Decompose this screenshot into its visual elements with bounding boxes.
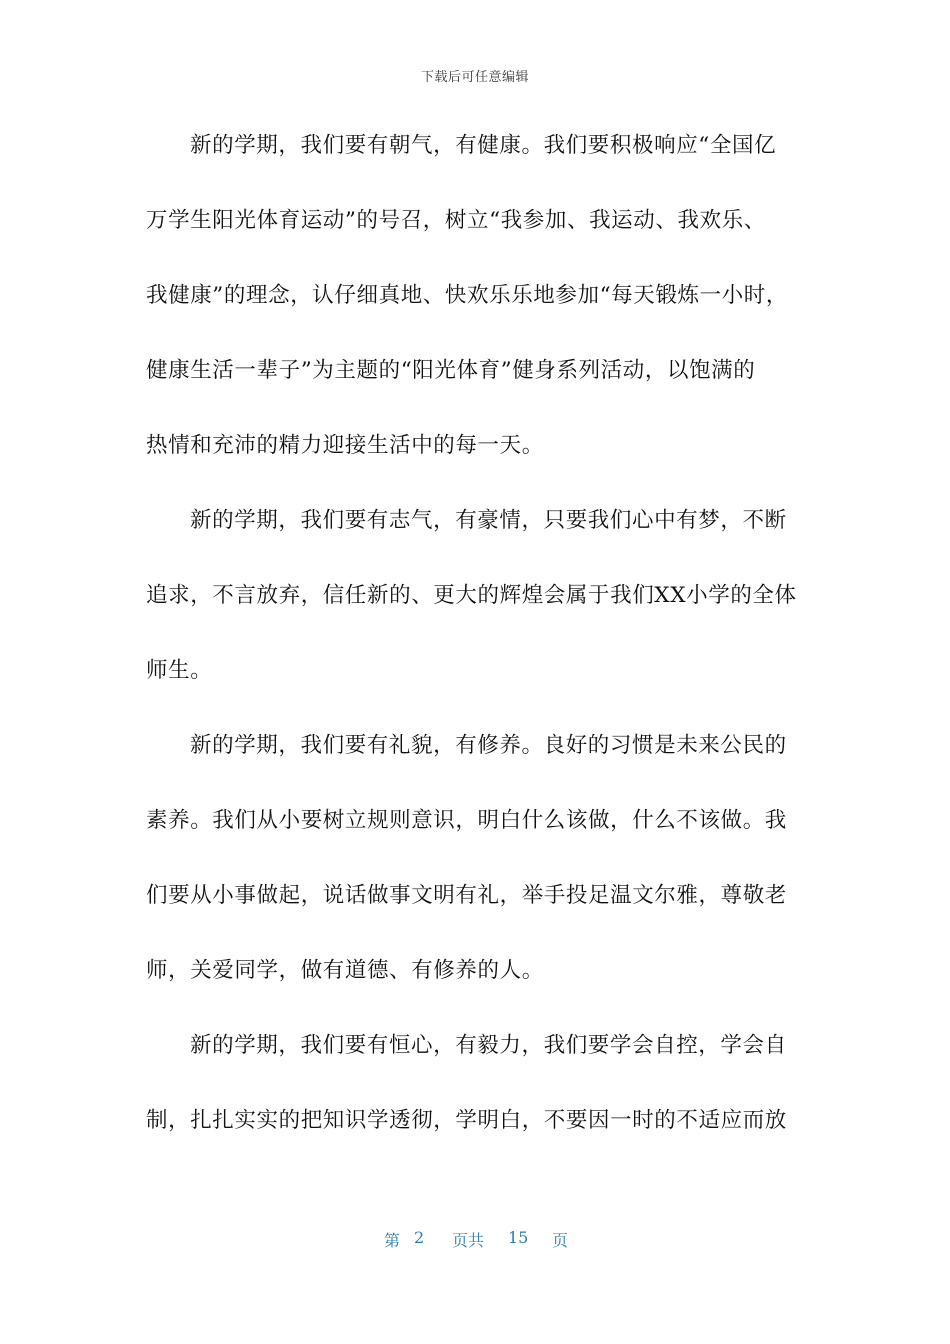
paragraph-2-line-1: 新的学期，我们要有志气，有豪情，只要我们心中有梦，不断	[190, 508, 787, 533]
paragraph-3-line-4: 师，关爱同学，做有道德、有修养的人。	[146, 958, 544, 983]
paragraph-3-line-1: 新的学期，我们要有礼貌，有修养。良好的习惯是未来公民的	[190, 733, 787, 758]
current-page-number: 2	[414, 1228, 425, 1247]
total-pages-number: 15	[508, 1228, 529, 1247]
paragraph-1-line-2: 万学生阳光体育运动”的号召，树立“我参加、我运动、我欢乐、	[146, 208, 766, 233]
page-label-suffix: 页	[552, 1231, 569, 1250]
paragraph-4-line-2: 制，扎扎实实的把知识学透彻，学明白，不要因一时的不适应而放	[146, 1108, 787, 1133]
page-label-middle: 页共	[452, 1231, 485, 1250]
paragraph-1-line-5: 热情和充沛的精力迎接生活中的每一天。	[146, 433, 544, 458]
paragraph-1-line-4: 健康生活一辈子”为主题的“阳光体育”健身系列活动，以饱满的	[146, 358, 756, 383]
paragraph-1-line-1: 新的学期，我们要有朝气，有健康。我们要积极响应“全国亿	[190, 133, 777, 158]
page-footer	[0, 1228, 950, 1252]
paragraph-2-line-2: 追求，不言放弃，信任新的、更大的辉煌会属于我们XX小学的全体	[146, 583, 797, 608]
paragraph-2-line-3: 师生。	[146, 658, 213, 683]
paragraph-4-line-1: 新的学期，我们要有恒心，有毅力，我们要学会自控，学会自	[190, 1033, 787, 1058]
paragraph-3-line-3: 们要从小事做起，说话做事文明有礼，举手投足温文尔雅，尊敬老	[146, 883, 787, 908]
page-header: 下载后可任意编辑	[420, 70, 529, 85]
page-label-prefix: 第	[384, 1231, 401, 1250]
paragraph-1-line-3: 我健康”的理念，认仔细真地、快欢乐乐地参加“每天锻炼一小时，	[146, 283, 788, 308]
document-body	[146, 108, 806, 1158]
paragraph-3-line-2: 素养。我们从小要树立规则意识，明白什么该做，什么不该做。我	[146, 808, 787, 833]
